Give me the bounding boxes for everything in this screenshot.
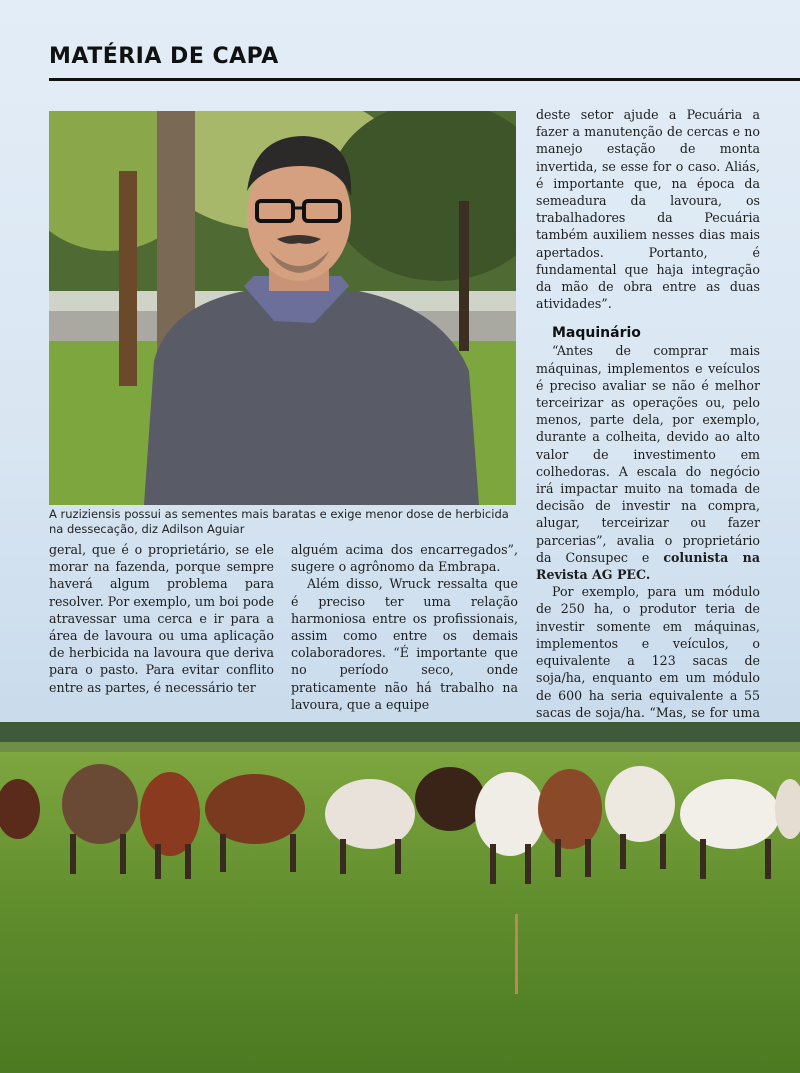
paragraph: Por exemplo, para um módulo de 250 ha, o produtor teria de investir somente em máquinas, implementos e veículos, o equivalente a 123 sacas de soja/ha, enquanto em um módulo de 600 ha seria equivalente a 55 sacas de soja/ha. “Mas, se for uma bbox=[536, 584, 760, 720]
paragraph-text: “Antes de comprar mais máquinas, implementos e veículos é preciso avaliar se não é melhor terceirizar as operações ou, pelo menos, parte dela, por exemplo, durante a colheita, devido ao alto valor de investimento em colhedoras. A escala do negócio irá impactar muito na tomada de decisão de investir na compra, alugar, terceirizar ou fazer parcerias”, avalia o proprietário da Consupec e bbox=[536, 343, 760, 565]
paragraph: geral, que é o proprietário, se ele morar na fazenda, porque sempre haverá algum problema para resolver. Por exemplo, um boi pode atravessar uma cerca e ir para a área de lavoura ou uma aplicação de herbicida na lavoura que deriva para o pasto. Para evitar conflito entre as partes, é necessário ter bbox=[49, 542, 274, 695]
columnist-credit: colunista na Revista AG PEC. bbox=[536, 549, 760, 583]
article-column-2 bbox=[291, 541, 518, 713]
paragraph: alguém acima dos encarregados”, sugere o agrônomo da Embrapa. bbox=[291, 542, 518, 575]
portrait-photo bbox=[49, 111, 516, 505]
title-rule bbox=[49, 78, 800, 81]
subheading-maquinario: Maquinário bbox=[552, 325, 641, 342]
cattle-photo bbox=[0, 714, 800, 1073]
paragraph: deste setor ajude a Pecuária a fazer a manutenção de cercas e no manejo estação de monta invertida, se esse for o caso. Aliás, é importante que, na época da semeadura da lavoura, os trabalhadores da Pecuária também auxiliem nesses dias mais apertados. Portanto, é fundamental que haja integração da mão de obra entre as duas atividades”. bbox=[536, 107, 760, 312]
photo-caption: A ruziziensis possui as sementes mais baratas e exige menor dose de herbicida na dessecação, diz Adilson Aguiar bbox=[49, 507, 509, 536]
paragraph: Além disso, Wruck ressalta que é preciso ter uma relação harmoniosa entre os profissionais, assim como entre os demais colaboradores. “É importante que no período seco, onde praticamente não há trabalho na lavoura, que a equipe bbox=[291, 576, 518, 712]
article-column-1 bbox=[49, 541, 274, 696]
paragraph bbox=[536, 342, 760, 583]
article-column-3 bbox=[536, 106, 760, 738]
section-title: MATÉRIA DE CAPA bbox=[49, 44, 279, 69]
